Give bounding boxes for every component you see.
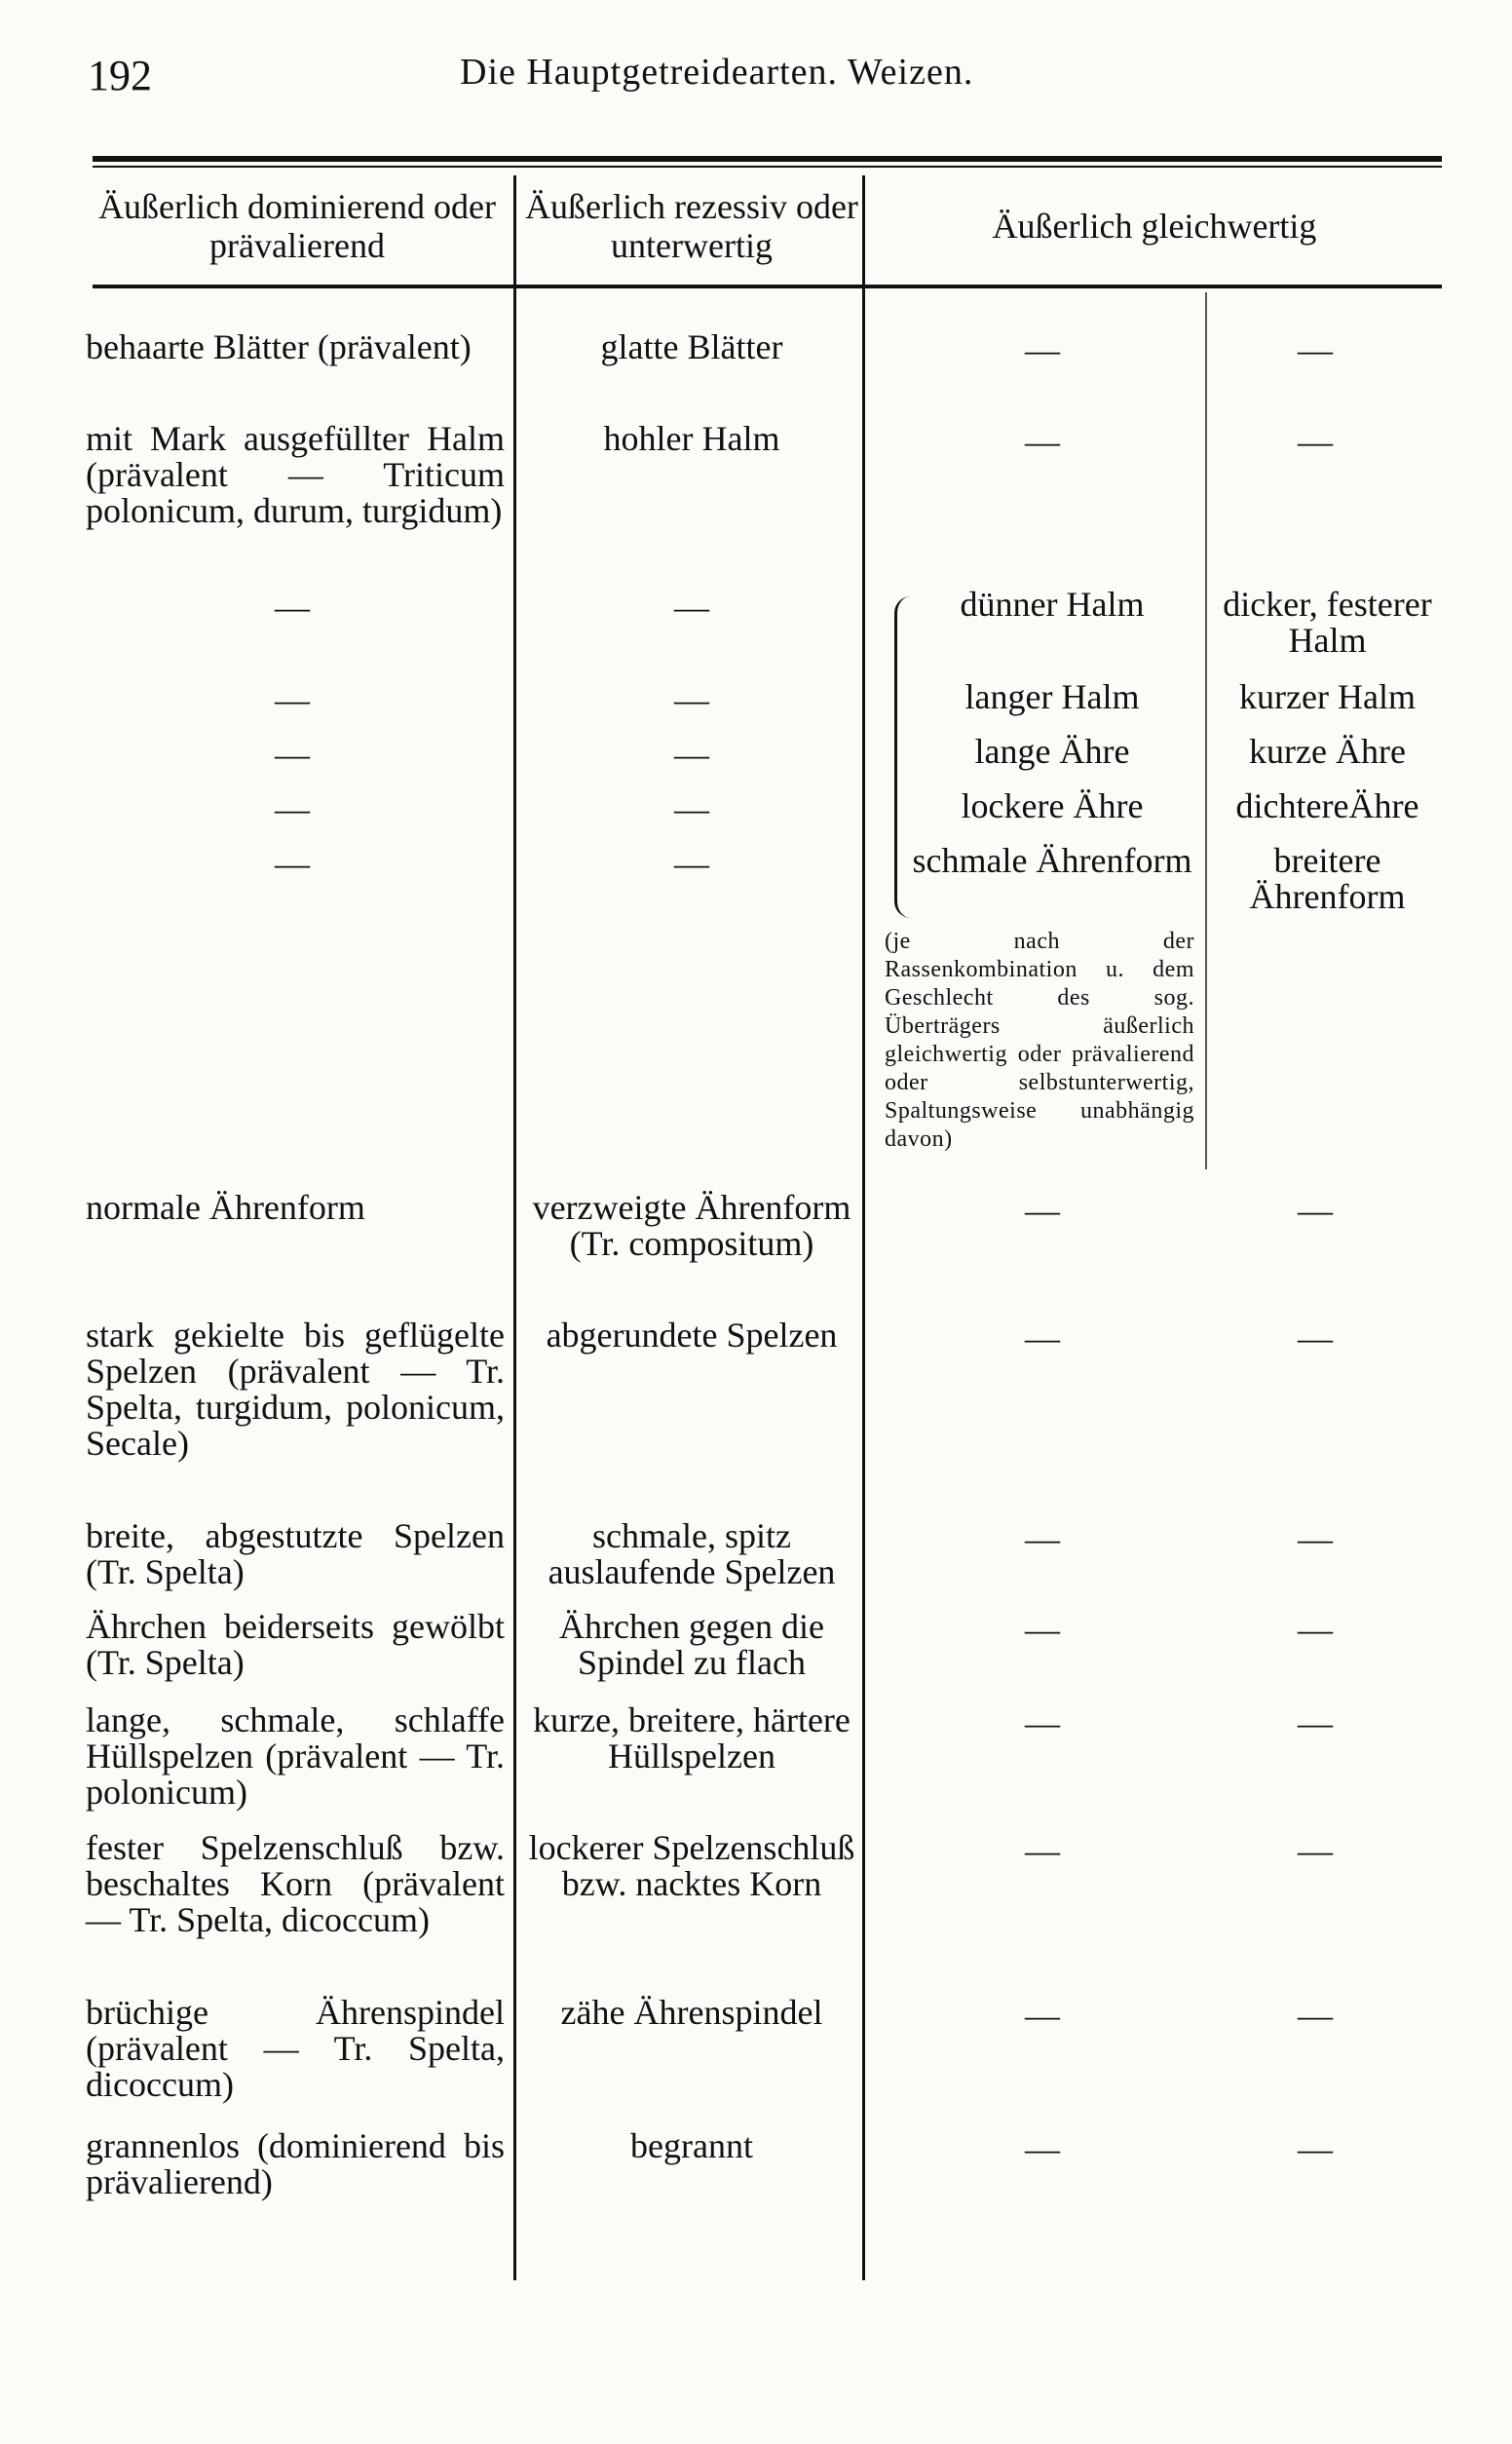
header-rule bbox=[93, 285, 1442, 288]
col-divider-2 bbox=[862, 175, 865, 2280]
row11-dominant: Ährchen beiderseits gewölbt (Tr. Spelta) bbox=[86, 1607, 505, 1682]
row2-equal-b: dicker, festerer Halm bbox=[1223, 585, 1432, 660]
row3-equal-b: kurzer Halm bbox=[1239, 677, 1416, 716]
row8-recessive: verzweigte Ährenform (Tr. compositum) bbox=[532, 1188, 851, 1263]
row13-equal-a: — bbox=[1025, 1831, 1060, 1870]
row5-recessive: — bbox=[674, 789, 709, 828]
row7-note: (je nach der Rassenkombination u. dem Geschlecht des sog. Überträgers äußerlich gleichwertig oder prävalierend oder selbstunterwertig, Spaltungsweise unabhängig davon) bbox=[885, 929, 1194, 1152]
row10-dominant: breite, abgestutzte Spelzen (Tr. Spelta) bbox=[86, 1516, 505, 1591]
row11-equal-a: — bbox=[1025, 1610, 1060, 1649]
row12-dominant: lange, schmale, schlaffe Hüllspelzen (prävalent — Tr. polonicum) bbox=[86, 1700, 505, 1812]
row1-equal-b: — bbox=[1298, 422, 1333, 461]
header-col3: Äußerlich gleichwertig bbox=[992, 207, 1317, 246]
row5-dominant: — bbox=[275, 789, 310, 828]
row13-dominant: fester Spelzenschluß bzw. beschaltes Korn (prävalent — Tr. Spelta, dicoccum) bbox=[86, 1828, 505, 1939]
row15-dominant: grannenlos (dominierend bis prävalierend) bbox=[86, 2126, 505, 2201]
row2-recessive: — bbox=[674, 588, 709, 627]
row4-equal-a: lange Ähre bbox=[974, 732, 1130, 771]
row8-equal-b: — bbox=[1298, 1191, 1333, 1230]
col-divider-3 bbox=[1205, 292, 1207, 1169]
row1-equal-a: — bbox=[1025, 422, 1060, 461]
row12-equal-b: — bbox=[1298, 1703, 1333, 1742]
row2-dominant: — bbox=[275, 588, 310, 627]
row13-equal-b: — bbox=[1298, 1831, 1333, 1870]
row14-equal-b: — bbox=[1298, 1996, 1333, 2035]
row10-equal-a: — bbox=[1025, 1519, 1060, 1558]
row12-equal-a: — bbox=[1025, 1703, 1060, 1742]
row6-equal-a: schmale Ährenform bbox=[912, 841, 1192, 880]
row10-equal-b: — bbox=[1298, 1519, 1333, 1558]
row14-recessive: zähe Ährenspindel bbox=[560, 1993, 823, 2032]
row15-equal-b: — bbox=[1298, 2129, 1333, 2168]
row5-equal-b: dichtereÄhre bbox=[1235, 786, 1419, 825]
row12-recessive: kurze, breitere, härtere Hüllspelzen bbox=[533, 1700, 850, 1776]
row14-equal-a: — bbox=[1025, 1996, 1060, 2035]
row8-dominant: normale Ährenform bbox=[86, 1188, 365, 1227]
row3-equal-a: langer Halm bbox=[964, 677, 1140, 716]
row11-recessive: Ährchen gegen die Spindel zu flach bbox=[559, 1607, 824, 1682]
row15-equal-a: — bbox=[1025, 2129, 1060, 2168]
row0-equal-b: — bbox=[1298, 330, 1333, 369]
brace-bracket bbox=[894, 596, 911, 918]
row4-dominant: — bbox=[275, 735, 310, 774]
row0-dominant: behaarte Blätter (prävalent) bbox=[86, 327, 472, 366]
row6-equal-b: breitere Ährenform bbox=[1249, 841, 1406, 916]
running-title: Die Hauptgetreidearten. Weizen. bbox=[460, 52, 974, 93]
top-rule-thin bbox=[93, 166, 1442, 168]
row3-dominant: — bbox=[275, 680, 310, 719]
row6-recessive: — bbox=[674, 844, 709, 883]
row15-recessive: begrannt bbox=[630, 2126, 753, 2165]
row13-recessive: lockerer Spelzenschluß bzw. nacktes Korn bbox=[528, 1828, 855, 1903]
row6-dominant: — bbox=[275, 844, 310, 883]
row14-dominant: brüchige Ährenspindel (prävalent — Tr. Spelta, dicoccum) bbox=[86, 1993, 505, 2104]
row10-recessive: schmale, spitz auslaufende Spelzen bbox=[548, 1516, 836, 1591]
header-col2: Äußerlich rezessiv oder unterwertig bbox=[525, 187, 858, 265]
page-number: 192 bbox=[88, 52, 152, 99]
row4-recessive: — bbox=[674, 735, 709, 774]
top-rule-thick bbox=[93, 156, 1442, 162]
header-col1: Äußerlich dominierend oder prävalierend bbox=[98, 187, 496, 265]
row4-equal-b: kurze Ähre bbox=[1249, 732, 1406, 771]
row9-equal-b: — bbox=[1298, 1318, 1333, 1357]
col-divider-1 bbox=[513, 175, 516, 2280]
row5-equal-a: lockere Ähre bbox=[961, 786, 1144, 825]
row9-equal-a: — bbox=[1025, 1318, 1060, 1357]
row9-recessive: abgerundete Spelzen bbox=[546, 1316, 838, 1355]
row1-dominant: mit Mark ausgefüllter Halm (prävalent — Triticum polonicum, durum, turgidum) bbox=[86, 419, 505, 530]
row1-recessive: hohler Halm bbox=[603, 419, 780, 458]
row9-dominant: stark gekielte bis geflügelte Spelzen (prävalent — Tr. Spelta, turgidum, polonicum, Secale) bbox=[86, 1316, 505, 1463]
row3-recessive: — bbox=[674, 680, 709, 719]
row2-equal-a: dünner Halm bbox=[960, 585, 1145, 624]
row11-equal-b: — bbox=[1298, 1610, 1333, 1649]
row0-equal-a: — bbox=[1025, 330, 1060, 369]
row0-recessive: glatte Blätter bbox=[600, 327, 783, 366]
row8-equal-a: — bbox=[1025, 1191, 1060, 1230]
